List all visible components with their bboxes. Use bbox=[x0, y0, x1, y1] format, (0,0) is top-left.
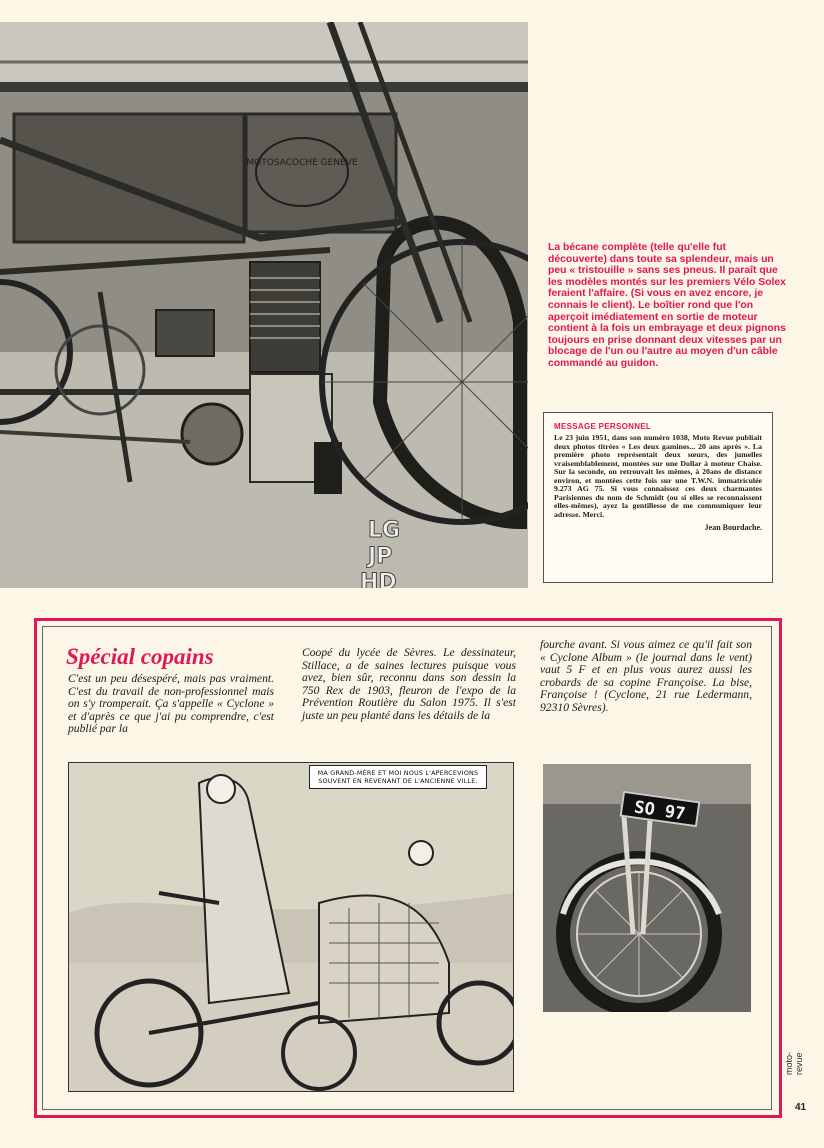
message-body: Le 23 juin 1951, dans son numéro 1038, Moto Revue publiait deux photos titrées « Les deux gamines... 20 ans après ». La première photo représentait deux sœurs, des jumelles vraisemblablement, montées sur une Dollar à moteur Chaise. Sur la seconde, on retrouvait les mêmes, à 20ans de distance environ, et montées cette fois sur une T.W.N. immatriculée 9.273 AG 75. Si vous connaissez ces deux charmantes Parisiennes du nom de Schmidt (ou si elles se reconnaissent elles-mêmes), ayez la gentillesse de me communiquer leur adresse. Merci. bbox=[554, 433, 762, 519]
article-column-1: C'est un peu désespéré, mais pas vraiment. C'est du travail de non-professionnel mais on s'y tromperait. Ça s'appelle « Cyclone » et d'après ce que j'ai pu comprendre, c'est publié par la bbox=[68, 672, 274, 736]
magazine-name: moto-revue bbox=[784, 1051, 804, 1075]
comic-illustration bbox=[69, 763, 514, 1092]
watermark-logo: LG JP HD bbox=[360, 518, 401, 588]
message-heading: MESSAGE PERSONNEL bbox=[554, 422, 652, 431]
engine-plate-text: MOTOSACOCHE GENEVE bbox=[246, 158, 358, 168]
license-plate: SO 97 bbox=[620, 791, 701, 828]
message-signature: Jean Bourdache. bbox=[704, 523, 762, 532]
motorcycle-illustration bbox=[0, 22, 528, 588]
comic-speech-bubble: MA GRAND-MÈRE ET MOI NOUS L'APERCEVIONS SOUVENT EN REVENANT DE L'ANCIENNE VILLE. bbox=[309, 765, 487, 789]
page-number: 41 bbox=[795, 1102, 807, 1113]
photo-caption: La bécane complète (telle qu'elle fut découverte) dans toute sa splendeur, mais un peu « tristouille » sans ses pneus. Il paraît que les modèles montés sur les premiers Vélo Solex feraient l'affaire. (Si vous en avez encore, je connais le client). Le boîtier rond que l'on aperçoit imédiatement en sortie de moteur contient à la fois un embrayage et deux pignons toujours en prise donnant deux vitesses par un blocage de l'un ou l'autre au moyen d'un câble commandé au guidon. bbox=[548, 242, 786, 369]
message-personnel-box bbox=[543, 412, 773, 583]
motorcycle-front-photo bbox=[543, 764, 751, 1012]
motorcycle-photo bbox=[0, 22, 528, 588]
article-column-2: Coopé du lycée de Sèvres. Le dessinateur, Stillace, a de saines lectures puisque vous avez, bien sûr, reconnu dans son dessin la 750 Rex de 1903, fleuron de l'expo de la Prévention Routière du Salon 1975. Il s'est juste un peu planté dans les détails de la bbox=[302, 646, 516, 722]
comic-drawing bbox=[68, 762, 514, 1092]
special-copains-title: Spécial copains bbox=[66, 644, 214, 669]
article-column-3: fourche avant. Si vous aimez ce qu'il fait son « Cyclone Album » (le journal dans le vent) vaut 5 F et en plus vous aurez aussi les crobards de sa copine Françoise. La bise, Françoise ! (Cyclone, 21 rue Ledermann, 92310 Sèvres). bbox=[540, 638, 752, 714]
